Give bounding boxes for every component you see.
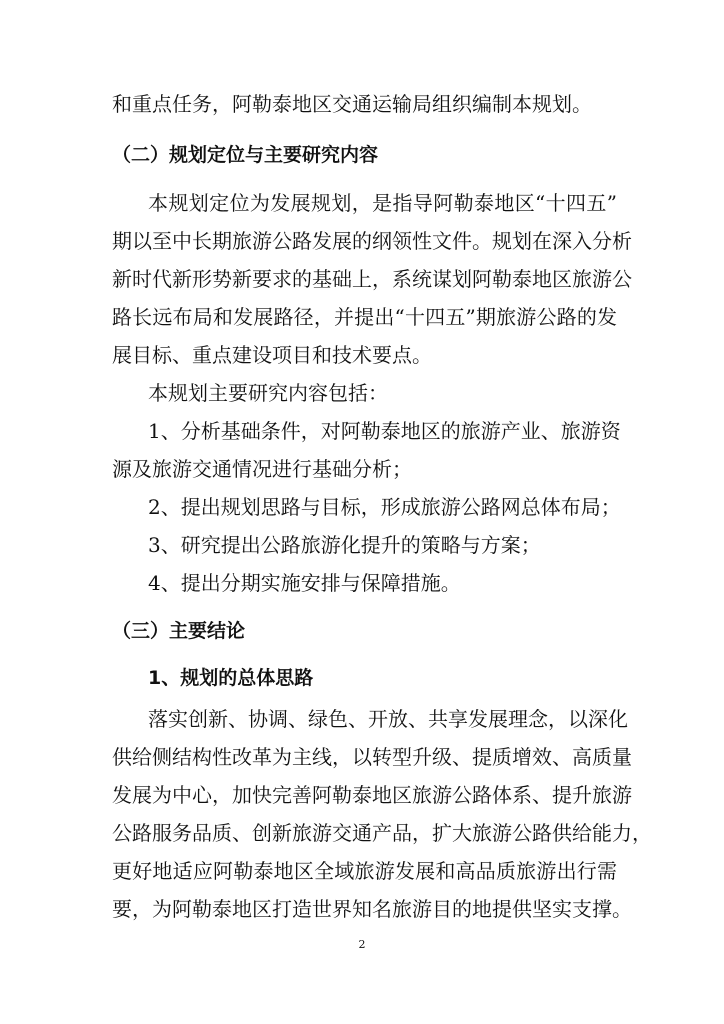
paragraph-line: 供给侧结构性改革为主线，以转型升级、提质增效、高质量 bbox=[112, 745, 632, 769]
paragraph-line: 本规划定位为发展规划，是指导阿勒泰地区“十四五” bbox=[148, 191, 617, 215]
paragraph-line: 本规划主要研究内容包括： bbox=[148, 381, 388, 405]
paragraph-line: 更好地适应阿勒泰地区全域旅游发展和高品质旅游出行需 bbox=[112, 859, 617, 883]
paragraph-line: 要，为阿勒泰地区打造世界知名旅游目的地提供坚实支撑。 bbox=[112, 897, 632, 921]
paragraph-line: 公路服务品质、创新旅游交通产品，扩大旅游公路供给能力， bbox=[112, 821, 652, 845]
list-item: 2、提出规划思路与目标，形成旅游公路网总体布局； bbox=[148, 495, 621, 519]
list-item: 1、分析基础条件，对阿勒泰地区的旅游产业、旅游资 bbox=[148, 419, 621, 443]
paragraph-line: 期以至中长期旅游公路发展的纲领性文件。规划在深入分析 bbox=[112, 229, 632, 253]
paragraph-line: 和重点任务，阿勒泰地区交通运输局组织编制本规划。 bbox=[112, 92, 592, 116]
subsection-heading: 1、规划的总体思路 bbox=[148, 667, 314, 689]
paragraph-line: 新时代新形势新要求的基础上，系统谋划阿勒泰地区旅游公 bbox=[112, 267, 632, 291]
list-item-continuation: 源及旅游交通情况进行基础分析； bbox=[112, 457, 412, 481]
list-item: 4、提出分期实施安排与保障措施。 bbox=[148, 571, 461, 595]
paragraph-line: 路长远布局和发展路径，并提出“十四五”期旅游公路的发 bbox=[112, 305, 617, 329]
section-heading: （二）规划定位与主要研究内容 bbox=[112, 144, 379, 166]
section-heading: （三）主要结论 bbox=[112, 620, 246, 642]
paragraph-line: 落实创新、协调、绿色、开放、共享发展理念，以深化 bbox=[148, 707, 628, 731]
paragraph-line: 发展为中心，加快完善阿勒泰地区旅游公路体系、提升旅游 bbox=[112, 783, 632, 807]
paragraph-line: 展目标、重点建设项目和技术要点。 bbox=[112, 343, 432, 367]
list-item: 3、研究提出公路旅游化提升的策略与方案； bbox=[148, 533, 541, 557]
page-number: 2 bbox=[358, 938, 366, 951]
